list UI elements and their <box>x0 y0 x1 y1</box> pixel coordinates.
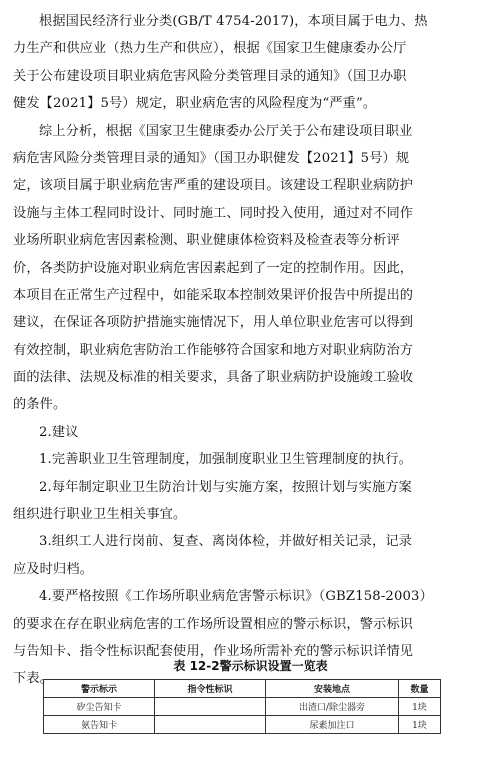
text-line: 病危害风险分类管理目录的通知》（国卫办职健发【2021】5号）规 <box>13 150 410 166</box>
text-line: 业场所职业病危害因素检测、职业健康体检资料及检查表等分析评 <box>13 233 400 249</box>
table-header-row <box>44 680 441 698</box>
text-line: 关于公布建设项目职业病危害风险分类管理目录的通知》（国卫办职 <box>13 68 407 84</box>
document-body <box>13 8 483 693</box>
column-header: 指令性标识 <box>155 680 266 698</box>
paragraph-conclusion <box>13 118 483 419</box>
text-line: 力生产和供应业（热力生产和供应），根据《国家卫生健康委办公厅 <box>13 41 407 57</box>
recommendation-item-1 <box>13 446 483 473</box>
text-line: 应及时归档。 <box>13 561 94 577</box>
text-line: 综上分析，根据《国家卫生健康委办公厅关于公布建设项目职业 <box>39 123 413 139</box>
table-caption: 表 12-2警示标识设置一览表 <box>173 659 328 673</box>
text-line: 1.完善职业卫生管理制度，加强制度职业卫生管理制度的执行。 <box>39 452 412 468</box>
table-cell: 1块 <box>399 716 441 734</box>
section-heading: 2.建议 <box>39 424 79 440</box>
column-header: 警示标示 <box>44 680 155 698</box>
column-header: 数量 <box>399 680 441 698</box>
table-cell: 出渣口/除尘器旁 <box>266 698 399 716</box>
text-line: 有效控制，职业病危害防治工作能够符合国家和地方对职业病防治方 <box>13 342 414 358</box>
text-line: 定，该项目属于职业病危害严重的建设项目。该建设工程职业病防护 <box>13 178 414 194</box>
recommendation-item-2 <box>13 474 483 529</box>
warning-sign-table <box>43 679 441 734</box>
recommendation-item-3 <box>13 528 483 583</box>
table-cell: 氨告知卡 <box>44 716 155 734</box>
table-cell <box>155 716 266 734</box>
text-line: 2.每年制定职业卫生防治计划与实施方案，按照计划与实施方案 <box>39 479 412 495</box>
table-row <box>44 698 441 716</box>
column-header: 安装地点 <box>266 680 399 698</box>
paragraph-risk-level <box>13 8 483 118</box>
text-line: 建议，在保证各项防护措施实施情况下，用人单位职业危害可以得到 <box>13 315 414 331</box>
text-line: 下表。 <box>13 671 54 687</box>
text-line: 根据国民经济行业分类(GB/T 4754-2017)，本项目属于电力、热 <box>39 14 428 29</box>
table-cell: 尿素加注口 <box>266 716 399 734</box>
text-line: 的条件。 <box>13 397 67 413</box>
table-cell: 矽尘告知卡 <box>44 698 155 716</box>
text-line: 3.组织工人进行岗前、复查、离岗体检，并做好相关记录，记录 <box>39 534 412 550</box>
table-cell: 1块 <box>399 698 441 716</box>
table-cell <box>155 698 266 716</box>
text-line: 组织进行职业卫生相关事宜。 <box>13 507 187 523</box>
text-line: 设施与主体工程同时设计、同时施工、同时投入使用，通过对不同作 <box>13 205 414 221</box>
text-line: 的要求在存在职业病危害的工作场所设置相应的警示标识，警示标识 <box>13 616 414 632</box>
text-line: 价，各类防护设施对职业病危害因素起到了一定的控制作用。因此， <box>13 260 414 276</box>
recommendation-item-4 <box>13 583 483 693</box>
text-line: 健发【2021】5号）规定，职业病危害的风险程度为“严重”。 <box>13 96 377 112</box>
text-line: 本项目在正常生产过程中，如能采取本控制效果评价报告中所提出的 <box>13 287 414 303</box>
text-line: 4.要严格按照《工作场所职业病危害警示标识》（GBZ158-2003） <box>39 589 433 605</box>
text-line: 面的法律、法规及标准的相关要求，具备了职业病防护设施竣工验收 <box>13 370 414 386</box>
text-line: 与告知卡、指令性标识配套使用，作业场所需补充的警示标识详情见 <box>13 643 414 659</box>
table-row <box>44 716 441 734</box>
